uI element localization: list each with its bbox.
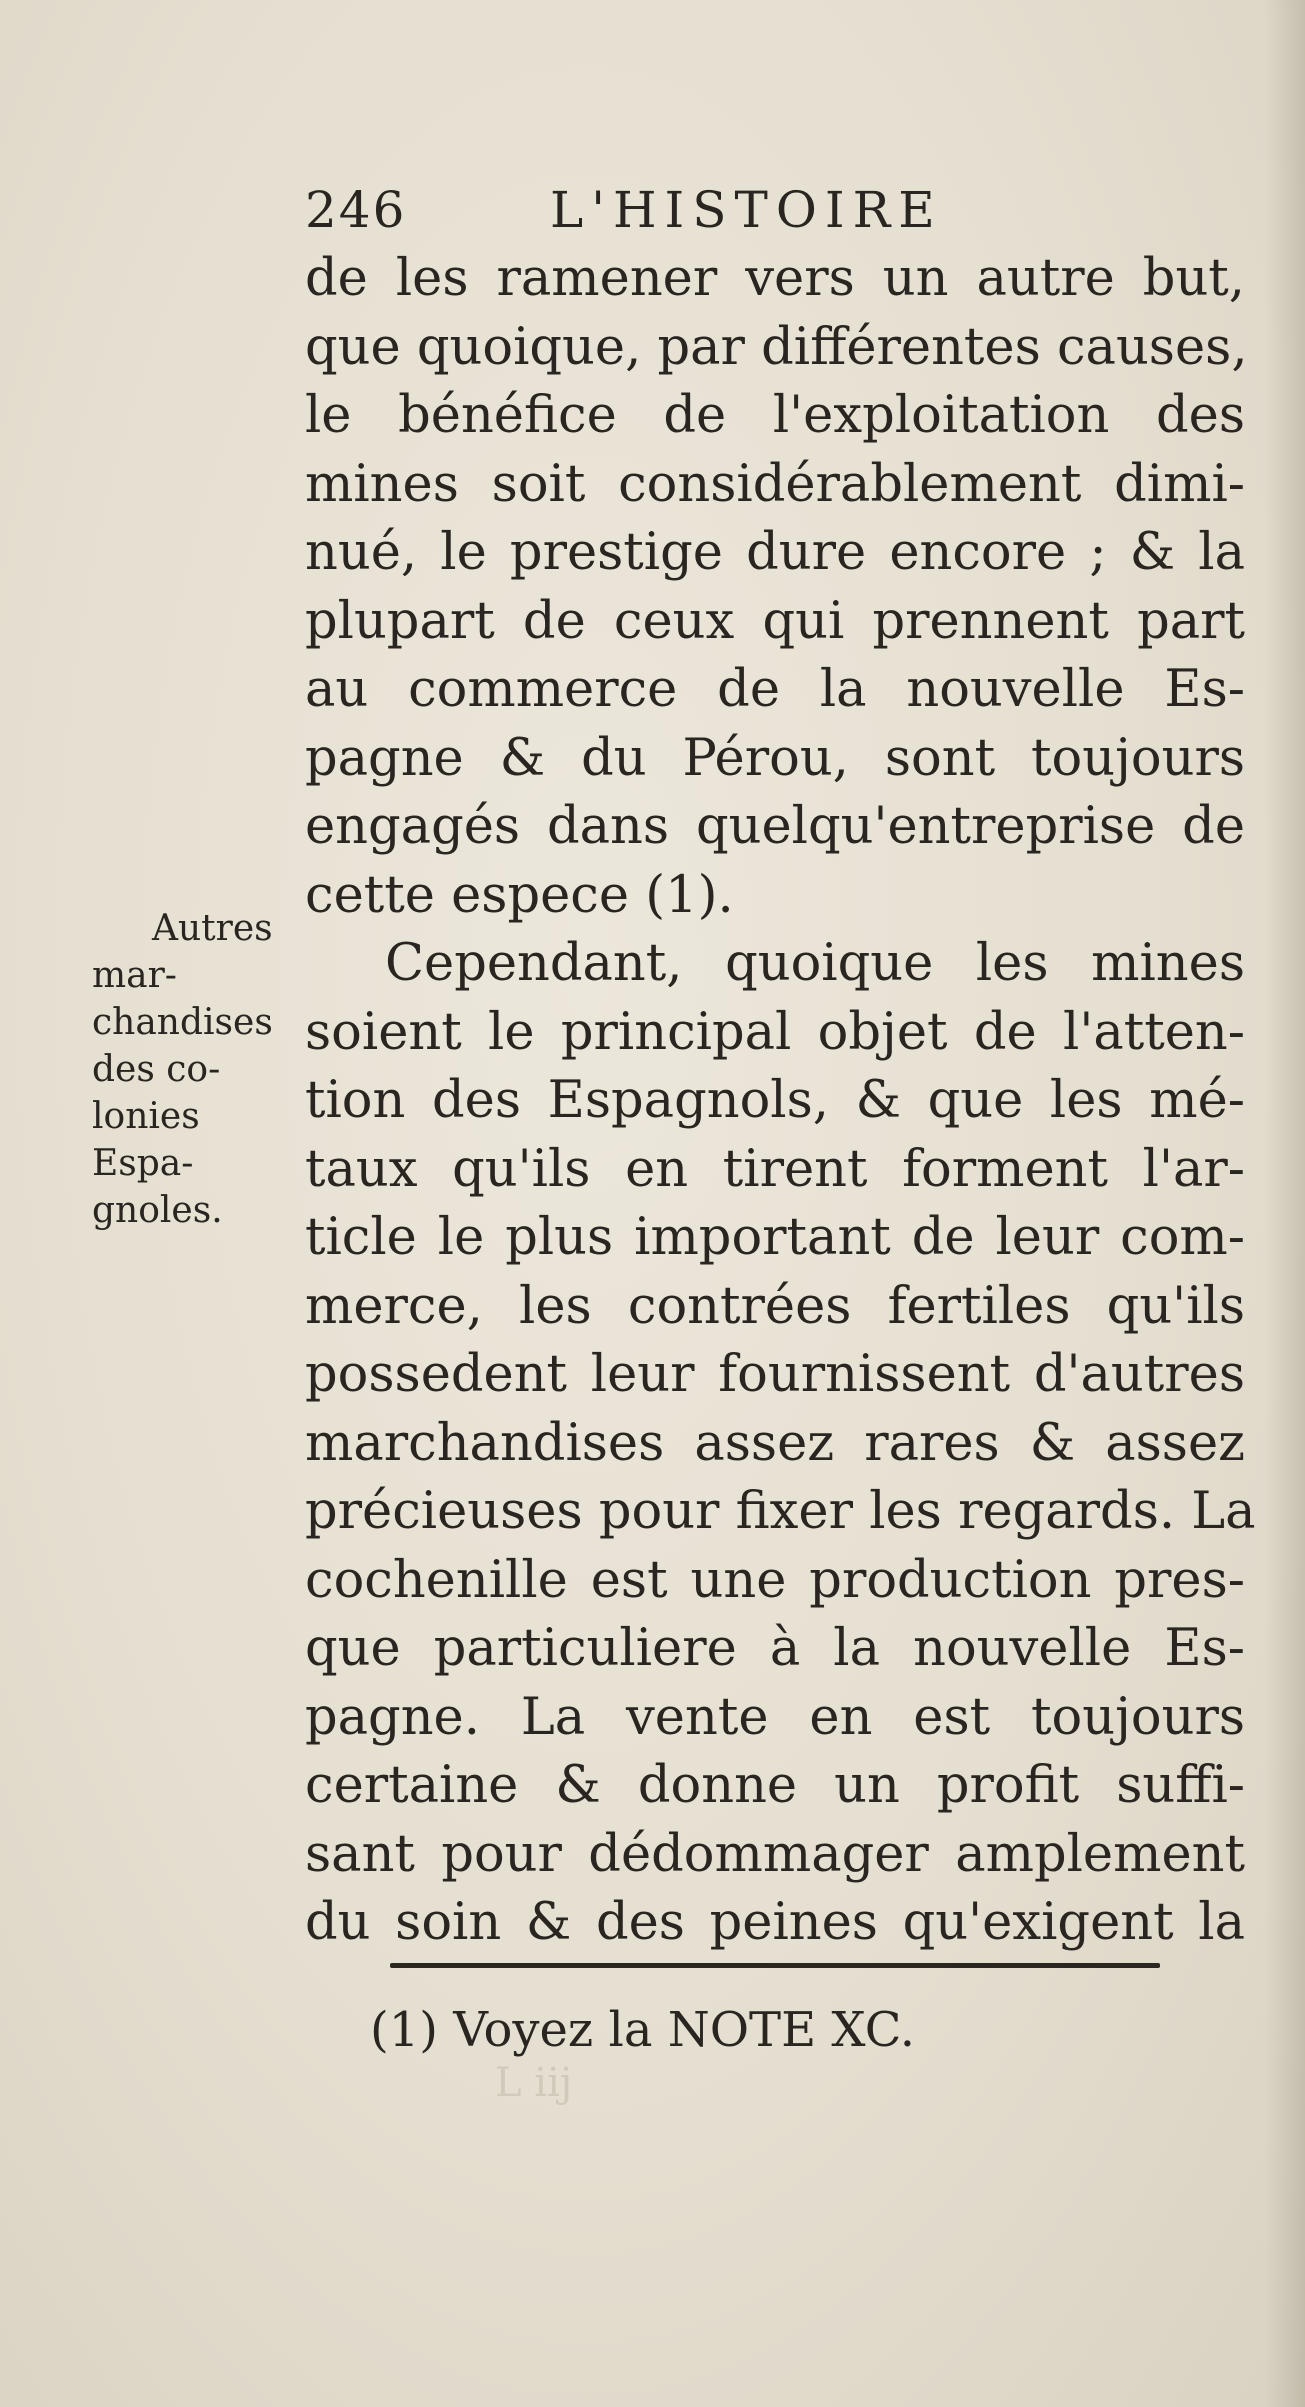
text-line: mines soit considérablement dimi- xyxy=(305,454,1245,514)
text-line: que particuliere à la nouvelle Es- xyxy=(305,1619,1245,1678)
text-line: le bénéfice de l'exploitation des xyxy=(305,386,1245,445)
margin-note-line: des co- xyxy=(92,1049,221,1090)
text-line: au commerce de la nouvelle Es- xyxy=(305,660,1245,719)
paragraph-start-line: Cependant, quoique les mines xyxy=(385,934,1245,993)
text-line: pagne & du Pérou, sont toujours xyxy=(305,728,1245,788)
text-line: nué, le prestige dure encore ; & la xyxy=(305,523,1245,582)
text-line: que quoique, par différentes causes, xyxy=(305,317,1248,377)
text-line: du soin & des peines qu'exigent la xyxy=(305,1893,1245,1952)
text-line: taux qu'ils en tirent forment l'ar- xyxy=(305,1139,1245,1199)
text-line: marchandises assez rares & assez xyxy=(305,1413,1245,1473)
margin-note-line: Autres xyxy=(152,908,273,949)
text-line: sant pour dédommager amplement xyxy=(305,1824,1245,1884)
margin-note-line: mar- xyxy=(92,955,177,996)
body-text xyxy=(305,245,1256,1958)
text-line: certaine & donne un profit suffi- xyxy=(305,1756,1245,1815)
page-number: 246 xyxy=(305,181,407,239)
margin-note-line: Espa- xyxy=(92,1143,194,1184)
footnote-rule xyxy=(390,1963,1160,1968)
text-line: merce, les contrées fertiles qu'ils xyxy=(305,1276,1245,1336)
text-line: soient le principal objet de l'atten- xyxy=(305,1002,1245,1062)
gutter-shadow xyxy=(1265,0,1305,2407)
text-line: de les ramener vers un autre but, xyxy=(305,249,1245,308)
page-header xyxy=(305,175,1025,245)
text-line: tion des Espagnols, & que les mé- xyxy=(305,1071,1245,1130)
text-line: possedent leur fournissent d'autres xyxy=(305,1345,1245,1404)
text-line: cette espece (1). xyxy=(305,865,734,925)
text-line: ticle le plus important de leur com- xyxy=(305,1208,1245,1267)
footnote: (1) Voyez la NOTE XC. xyxy=(370,2002,915,2058)
text-line: engagés dans quelqu'entreprise de xyxy=(305,797,1245,856)
bleed-through-signature: L iij xyxy=(495,2060,573,2106)
text-line: plupart de ceux qui prennent part xyxy=(305,591,1245,651)
margin-note xyxy=(92,905,312,1234)
margin-note-line: chandises xyxy=(92,1002,273,1043)
margin-note-line: gnoles. xyxy=(92,1190,223,1231)
text-line: précieuses pour fixer les regards. La xyxy=(305,1482,1256,1541)
running-title: L'HISTOIRE xyxy=(550,181,943,239)
text-line: cochenille est une production pres- xyxy=(305,1550,1245,1610)
text-line: pagne. La vente en est toujours xyxy=(305,1687,1245,1747)
margin-note-line: lonies xyxy=(92,1096,200,1137)
